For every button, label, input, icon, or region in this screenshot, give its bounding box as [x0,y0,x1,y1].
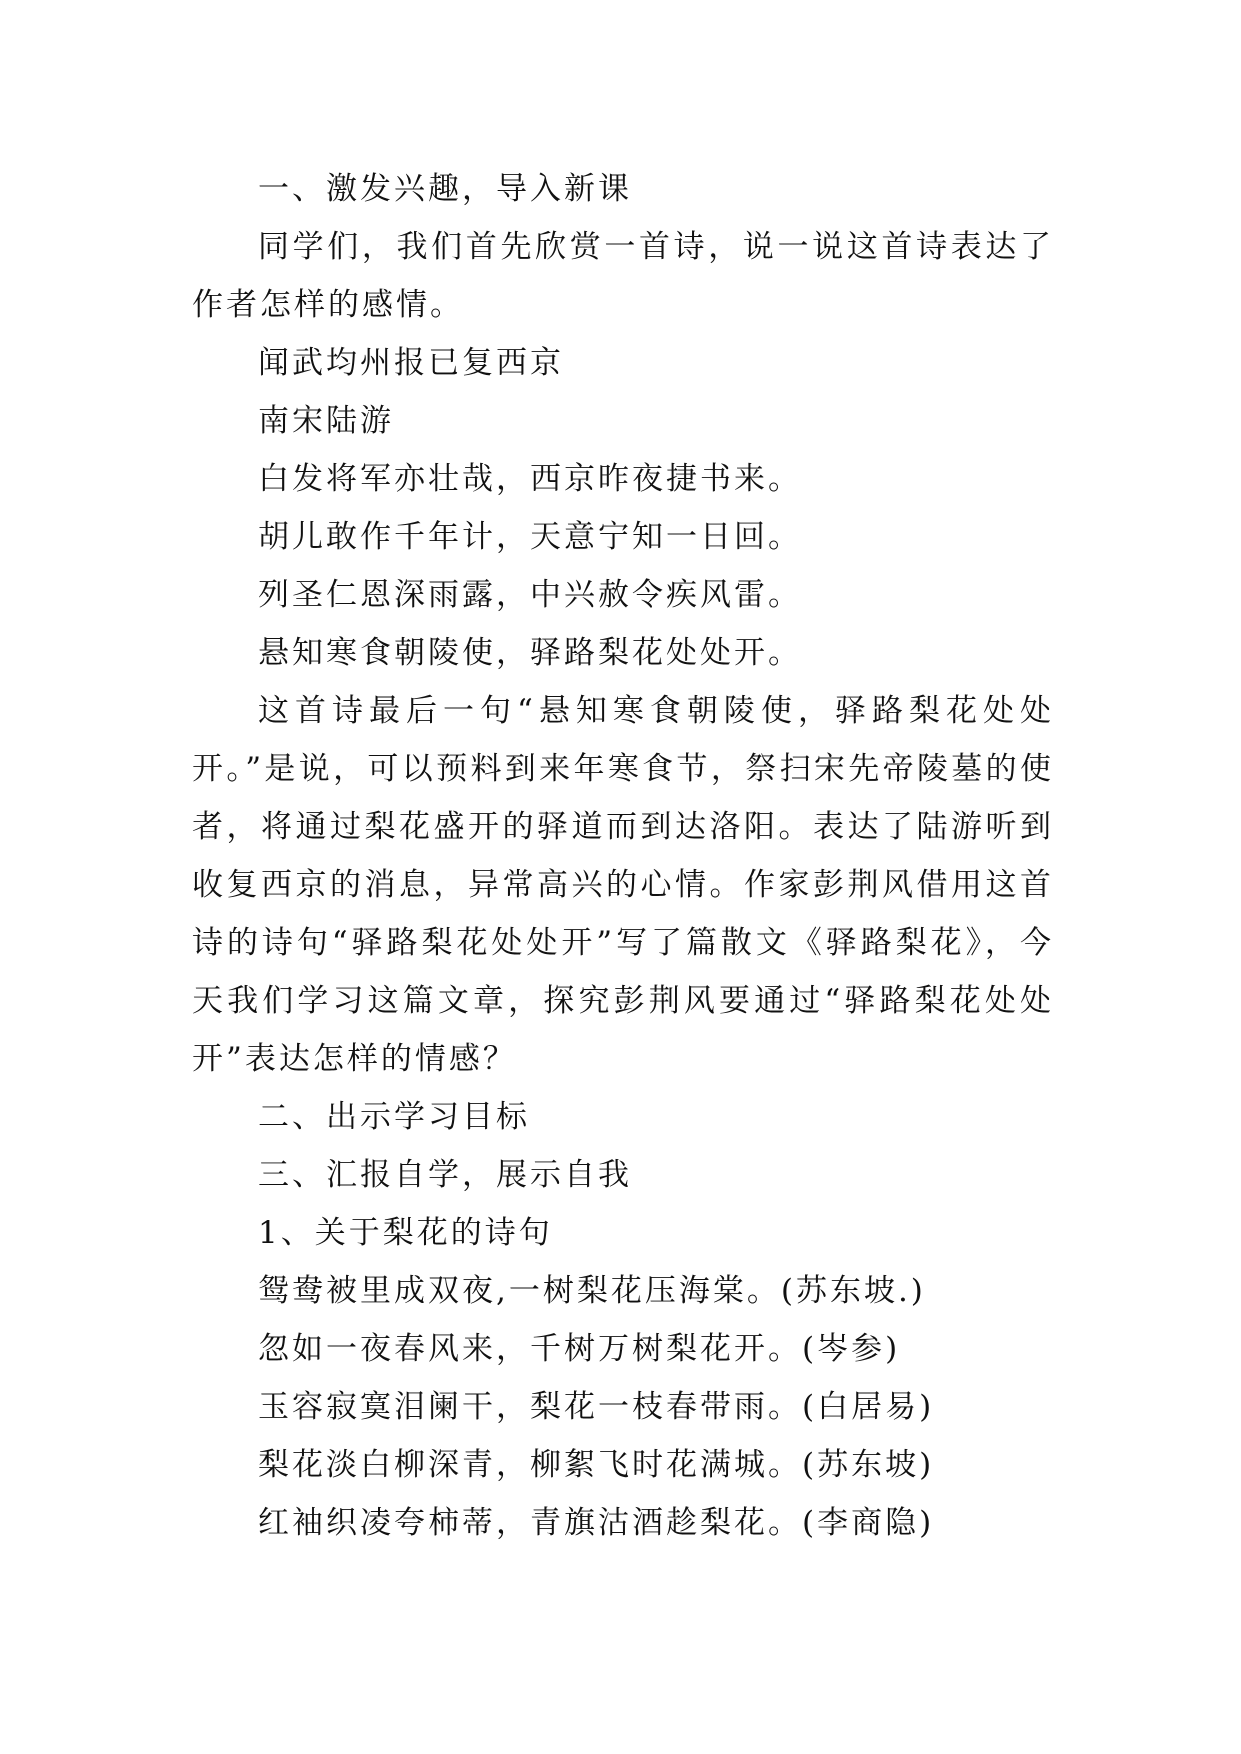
pear-verse-3: 玉容寂寞泪阑干，梨花一枝春带雨。(白居易) [258,1389,935,1425]
pear-verse-4: 梨花淡白柳深青，柳絮飞时花满城。(苏东坡) [258,1447,935,1483]
poem-title: 闻武均州报已复西京 [258,345,564,381]
poem-line-1: 白发将军亦壮哉，西京昨夜捷书来。 [258,461,802,497]
section-heading-3: 三、汇报自学，展示自我 [258,1157,632,1193]
poem-line-2: 胡儿敢作千年计，天意宁知一日回。 [258,519,802,555]
pear-verse-5: 红袖织凌夸柿蒂，青旗沽酒趁梨花。(李商隐) [258,1505,935,1541]
poem-line-4: 悬知寒食朝陵使，驿路梨花处处开。 [258,635,802,671]
section-heading-1: 一、激发兴趣，导入新课 [258,171,632,207]
pear-verse-2: 忽如一夜春风来，千树万树梨花开。(岑参) [258,1331,901,1367]
poem-author: 南宋陆游 [258,403,394,439]
section-heading-2: 二、出示学习目标 [258,1099,530,1135]
document-body [192,160,1054,1552]
poem-explanation-paragraph: 这首诗最后一句“悬知寒食朝陵使，驿路梨花处处开。”是说，可以预料到来年寒食节，祭扫宋先帝陵墓的使者，将通过梨花盛开的驿道而到达洛阳。表达了陆游听到收复西京的消息，异常高兴的心情。作家彭荆风借用这首诗的诗句“驿路梨花处处开”写了篇散文《驿路梨花》，今天我们学习这篇文章，探究彭荆风要通过“驿路梨花处处开”表达怎样的情感？ [192,693,1054,1077]
pear-verse-1: 鸳鸯被里成双夜,一树梨花压海棠。(苏东坡.) [258,1273,926,1309]
poem-line-3: 列圣仁恩深雨露，中兴赦令疾风雷。 [258,577,802,613]
intro-paragraph: 同学们，我们首先欣赏一首诗，说一说这首诗表达了作者怎样的感情。 [192,229,1054,323]
subsection-heading-1: 1、关于梨花的诗句 [258,1215,553,1251]
